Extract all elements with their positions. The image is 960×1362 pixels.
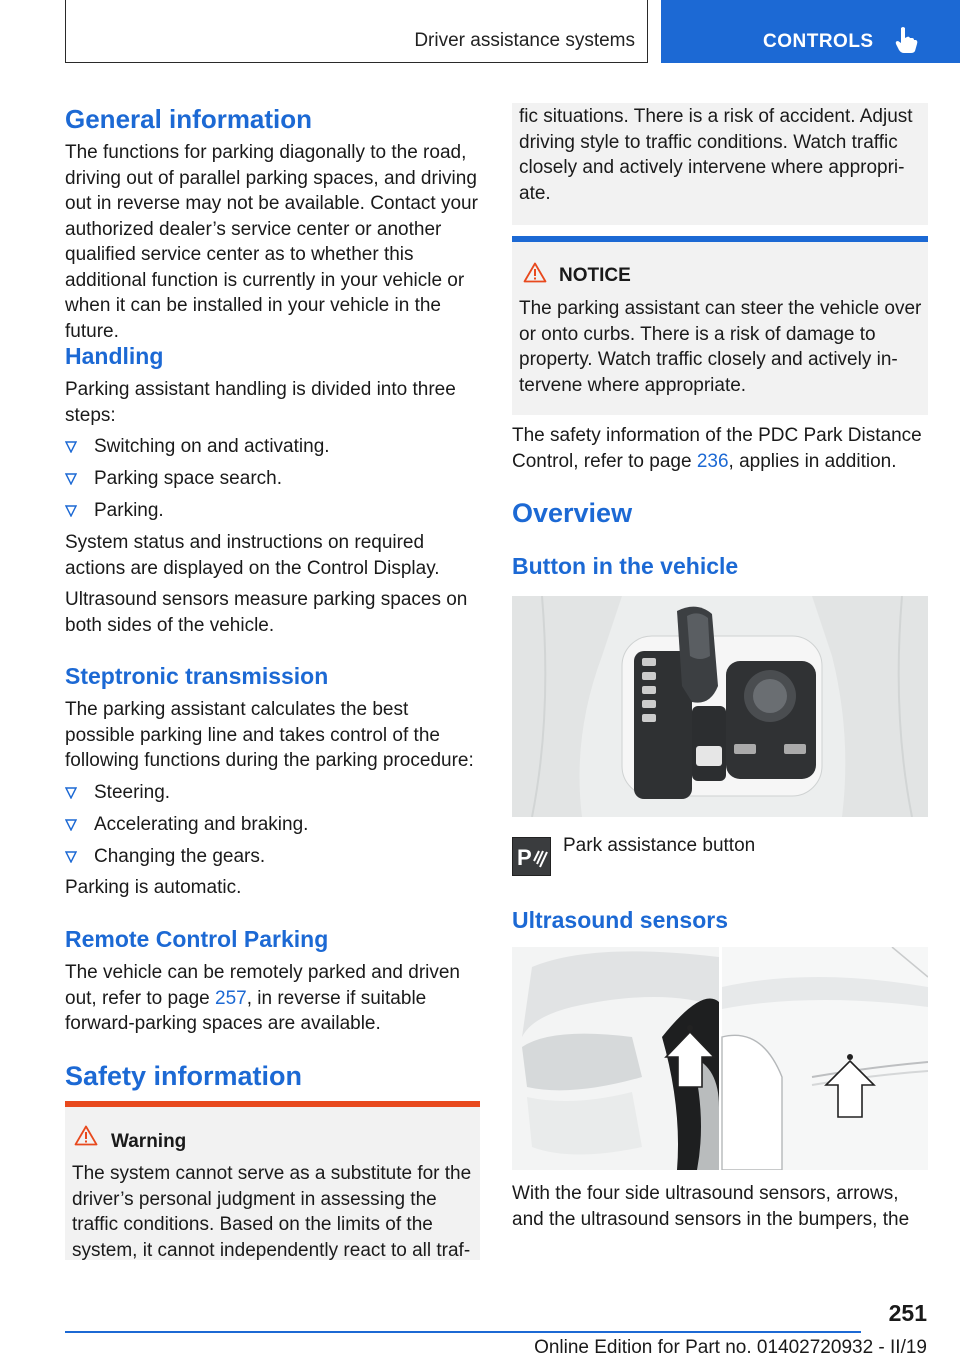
page-number: 251 [888, 1300, 927, 1326]
notice-label: NOTICE [559, 265, 631, 286]
park-assist-button-icon [512, 837, 551, 876]
warning-label: Warning [111, 1131, 187, 1152]
header-chapter-tab [661, 0, 960, 63]
header-section-box [65, 0, 648, 63]
bullet-triangle-icon [65, 505, 77, 517]
park-assist-button-caption: Park assistance button [563, 835, 756, 856]
footer-rule [65, 1331, 861, 1333]
handling-status-text: System status and instructions on required actions are displayed on the Control Display. [65, 532, 440, 579]
notice-bar [512, 236, 928, 242]
general-information-heading: General information [65, 104, 313, 134]
header-section-title: Driver assistance systems [414, 30, 635, 51]
handling-intro: Parking assistant handling is divided into three steps: [65, 379, 456, 426]
page-link-236[interactable]: 236 [696, 450, 729, 472]
ultrasound-sensors-text: With the four side ultrasound sensors, arrows, and the ultrasound sensors in the bumpers, the [512, 1183, 910, 1230]
steptronic-outro: Parking is automatic. [65, 877, 242, 898]
warning-text-continued: fic situations. There is a risk of accident. Adjust driving style to traffic conditions. Watch traffic closely and actively intervene where appropri- ate. [519, 106, 913, 204]
notice-box [512, 236, 928, 415]
warning-box [65, 1101, 480, 1260]
warning-box-continued [512, 103, 928, 225]
ultrasound-sensors-heading: Ultrasound sensors [512, 907, 728, 933]
bullet-triangle-icon [65, 819, 77, 831]
svg-text:P: P [517, 845, 532, 870]
remote-control-parking-text: The vehicle can be remotely parked and driven out, refer to page 257, in reverse if suitable forward-parking spaces are available. [65, 962, 461, 1034]
remote-control-parking-heading: Remote Control Parking [65, 926, 329, 952]
page-link-257[interactable]: 257 [215, 987, 247, 1009]
steptronic-intro: The parking assistant calculates the best possible parking line and takes control of the following functions during the parking procedure: [65, 699, 474, 771]
warning-bar [65, 1101, 480, 1107]
ultrasound-sensors-photo [512, 947, 928, 1170]
handling-heading: Handling [65, 343, 164, 369]
overview-heading: Overview [512, 498, 633, 528]
footer-edition: Online Edition for Part no. 01402720932 - II/19 [534, 1337, 927, 1358]
center-console-photo [512, 596, 928, 817]
button-in-vehicle-heading: Button in the vehicle [512, 553, 739, 579]
header-chapter-title: CONTROLS [763, 31, 874, 52]
notice-text: The parking assistant can steer the vehicle over or onto curbs. There is a risk of damage to property. Watch traffic closely and actively in- tervene where appropriate. [519, 298, 922, 396]
safety-information-heading: Safety information [65, 1061, 303, 1091]
warning-triangle-icon [74, 1125, 98, 1146]
handling-sensors-text: Ultrasound sensors measure parking spaces on both sides of the vehicle. [65, 589, 468, 636]
general-information-text: The functions for parking diagonally to the road, driving out of parallel parking spaces, and driving out in reverse may not be available. Contact your authorized dealer’s service center or another qualified service center as to whether this additional function is currently in your vehicle or when it can be installed in your vehicle in the future. [65, 142, 478, 342]
notice-triangle-icon [523, 262, 547, 283]
bullet-triangle-icon [65, 851, 77, 863]
bullet-triangle-icon [65, 787, 77, 799]
pdc-reference-text: The safety information of the PDC Park Distance Control, refer to page 236, applies in addition. [512, 425, 922, 472]
bullet-triangle-icon [65, 441, 77, 453]
pointing-hand-icon [895, 26, 919, 54]
bullet-triangle-icon [65, 473, 77, 485]
warning-text: The system cannot serve as a substitute for the driver’s personal judgment in assessing the traffic conditions. Based on the limits of the system, it cannot independently react to all traf- [72, 1163, 472, 1261]
steptronic-heading: Steptronic transmission [65, 663, 329, 689]
